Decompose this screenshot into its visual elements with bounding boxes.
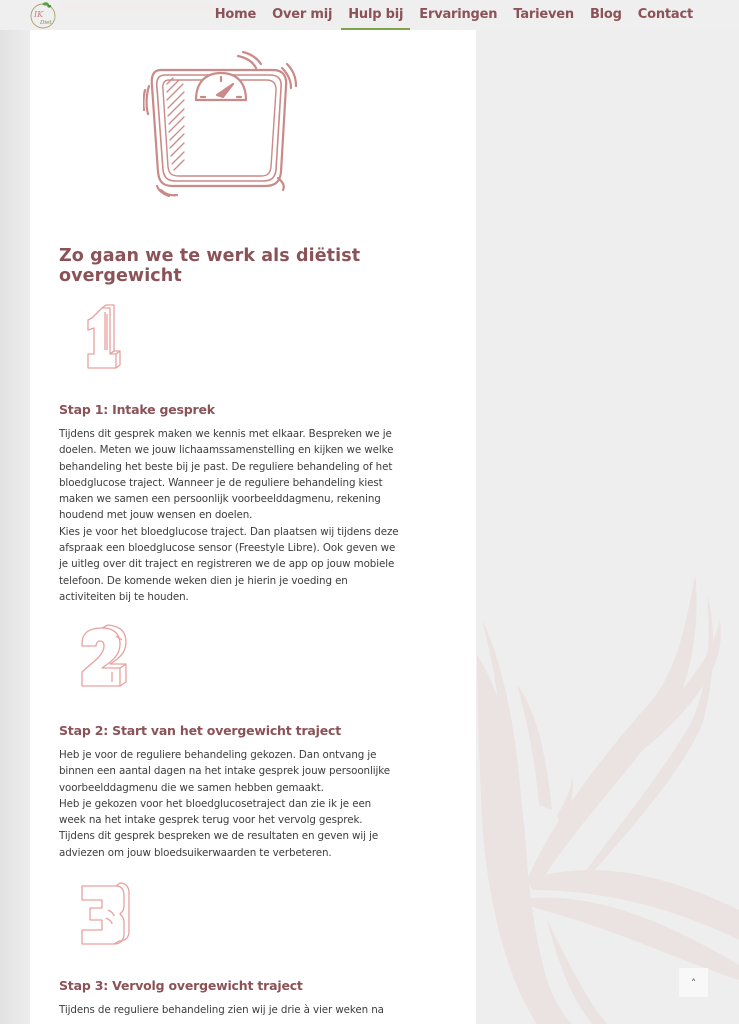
- site-header: [0, 0, 739, 30]
- nav-item-hulp-bij[interactable]: Hulp bij: [340, 0, 411, 30]
- step-1-title: Stap 1: Intake gesprek: [59, 402, 215, 417]
- number-2-icon: [76, 624, 132, 692]
- header-faded-banner: [62, 2, 214, 11]
- number-3-icon: [76, 880, 132, 948]
- main-content: [30, 30, 476, 1024]
- step-3-text: [59, 1002, 399, 1018]
- step-3-paragraph-1: Tijdens de reguliere behandeling zien wij je drie à vier weken na: [59, 1004, 384, 1016]
- step-1-paragraph-1: Tijdens dit gesprek maken we kennis met elkaar. Bespreken we je doelen. Meten we jouw lichaamssamenstelling en kijken we welke behandeling het beste bij je past. De reguliere behandeling of het bloedglucose traject. Wanneer je de reguliere behandeling kiest maken we samen een persoonlijk voorbeelddagmenu, rekening houdend met jouw wensen en doelen.: [59, 428, 394, 522]
- leaf-decoration-icon: [477, 560, 739, 1024]
- nav-item-ervaringen[interactable]: Ervaringen: [419, 7, 498, 22]
- scroll-to-top-button[interactable]: [679, 968, 708, 997]
- number-1-icon: [76, 304, 132, 372]
- step-3-title: Stap 3: Vervolg overgewicht traject: [59, 978, 303, 993]
- chevron-up-icon: ˄: [690, 977, 697, 990]
- svg-text:IK: IK: [34, 10, 44, 19]
- site-logo-icon[interactable]: [28, 1, 58, 29]
- nav-item-home[interactable]: Home: [214, 7, 257, 22]
- weighing-scale-icon: [143, 48, 299, 200]
- nav-item-over-mij[interactable]: Over mij: [272, 7, 333, 22]
- page-title: Zo gaan we te werk als diëtist overgewicht: [59, 246, 361, 286]
- step-2-title: Stap 2: Start van het overgewicht traject: [59, 723, 341, 738]
- step-2-text: [59, 747, 399, 861]
- nav-item-tarieven[interactable]: Tarieven: [513, 7, 574, 22]
- nav-item-blog[interactable]: Blog: [589, 7, 622, 22]
- step-2-paragraph-2: Heb je gekozen voor het bloedglucosetraject dan zie ik je een week na het intake gesprek terug voor het vervolg gesprek. Tijdens dit gesprek bespreken we de resultaten en geven wij je adviezen om jouw bloedsuikerwaarden te verbeteren.: [59, 797, 379, 859]
- step-1-paragraph-2: Kies je voor het bloedglucose traject. Dan plaatsen wij tijdens deze afspraak een bloedglucose sensor (Freestyle Libre). Ook geven we je uitleg over dit traject en registreren we de app op jouw mobiele telefoon. De komende weken dien je hierin je voeding en activiteiten bij te houden.: [59, 525, 399, 603]
- nav-item-contact[interactable]: Contact: [637, 7, 693, 22]
- step-2-paragraph-1: Heb je voor de reguliere behandeling gekozen. Dan ontvang je binnen een aantal dagen na het intake gesprek jouw persoonlijke voorbeelddagmenu die we samen hebben gemaakt.: [59, 749, 390, 794]
- main-navigation: [207, 0, 701, 30]
- step-1-text: [59, 426, 399, 605]
- svg-text:Diet: Diet: [40, 20, 52, 26]
